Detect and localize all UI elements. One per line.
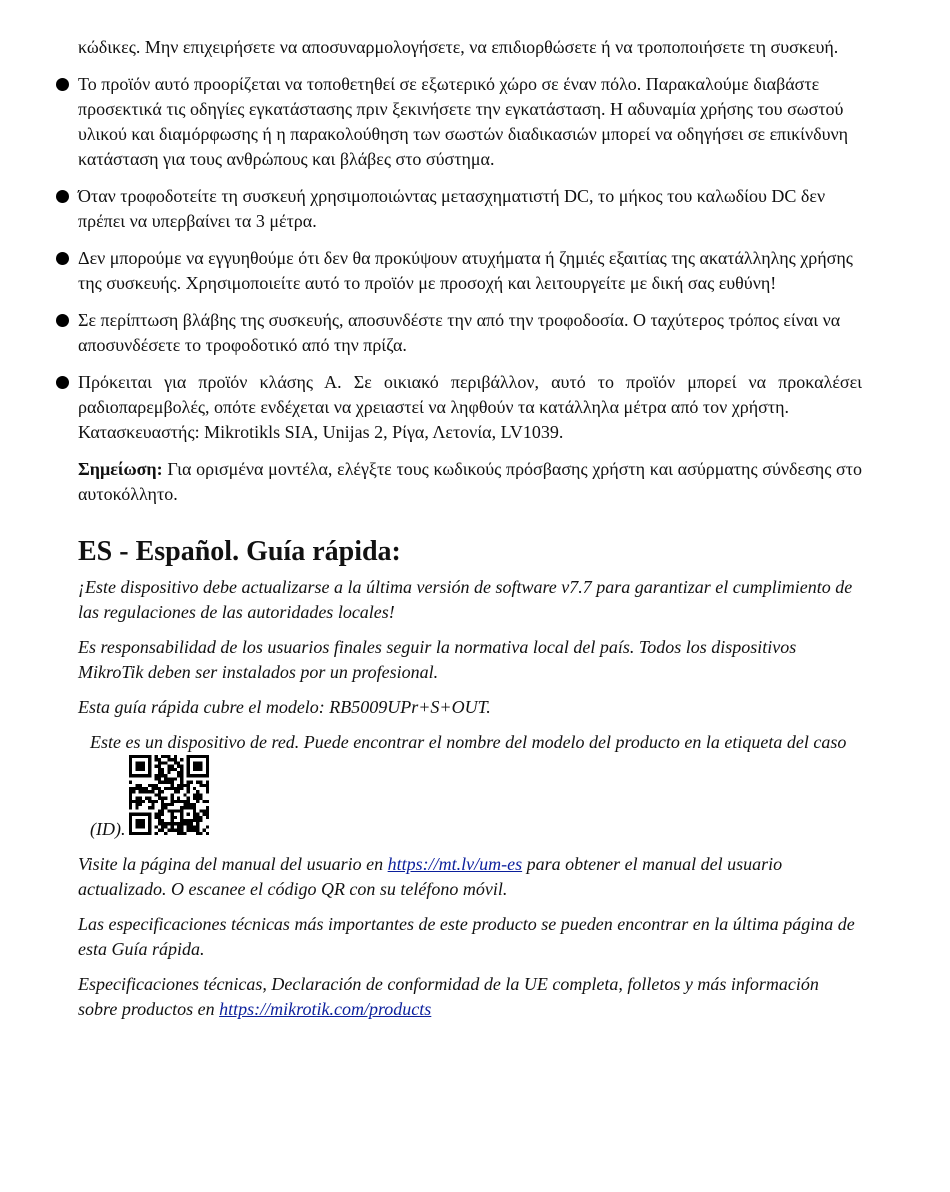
list-item xyxy=(78,184,862,234)
bullet-icon xyxy=(56,314,69,327)
bullet-icon xyxy=(56,78,69,91)
qr-code-icon[interactable] xyxy=(129,755,209,842)
list-item-text: Σε περίπτωση βλάβης της συσκευής, αποσυνδέστε την από την τροφοδοσία. Ο ταχύτερος τρόπος είναι να αποσυνδέσετε το τροφοδοτικό από την πρίζα. xyxy=(78,310,841,355)
document-page xyxy=(78,35,862,1032)
list-item xyxy=(78,246,862,296)
list-item xyxy=(78,370,862,445)
update-notice: ¡Este dispositivo debe actualizarse a la última versión de software v7.7 para garantizar el cumplimiento de las regulaciones de las autoridades locales! xyxy=(78,577,853,622)
device-label-paragraph xyxy=(78,730,862,842)
bullet-icon xyxy=(56,190,69,203)
manual-text-before: Visite la página del manual del usuario en xyxy=(78,854,388,874)
products-link[interactable]: https://mikrotik.com/products xyxy=(219,999,432,1019)
note-paragraph xyxy=(78,457,862,507)
bullet-icon xyxy=(56,376,69,389)
list-item xyxy=(78,308,862,358)
specs-paragraph: Las especificaciones técnicas más importantes de este producto se pueden encontrar en la última página de esta Guía rápida. xyxy=(78,914,855,959)
manual-link[interactable]: https://mt.lv/um-es xyxy=(387,854,523,874)
manufacturer-text: Κατασκευαστής: Mikrotikls SIA, Unijas 2, Ρίγα, Λετονία, LV1039. xyxy=(78,422,564,442)
products-paragraph xyxy=(78,972,862,1022)
greek-bullet-list xyxy=(78,72,862,445)
list-item-text: Όταν τροφοδοτείτε τη συσκευή χρησιμοποιώντας μετασχηματιστή DC, το μήκος του καλωδίου DC δεν πρέπει να υπερβαίνει τα 3 μέτρα. xyxy=(78,186,826,231)
greek-continuation: κώδικες. Μην επιχειρήσετε να αποσυναρμολογήσετε, να επιδιορθώσετε ή να τροποποιήσετε τη συσκευή. xyxy=(78,37,839,57)
products-text: Especificaciones técnicas, Declaración de conformidad de la UE completa, folletos y más información sobre productos en xyxy=(78,974,819,1019)
list-item-text: Το προϊόν αυτό προορίζεται να τοποθετηθεί σε εξωτερικό χώρο σε έναν πόλο. Παρακαλούμε διαβάστε προσεκτικά τις οδηγίες εγκατάστασης πριν ξεκινήσετε την εγκατάσταση. Η αδυναμία χρήσης του σωστού υλικού και διαμόρφωσης ή η παρακολούθηση των σωστών διαδικασιών μπορεί να οδηγήσει σε επικίνδυνη κατάσταση για τους ανθρώπους και βλάβες στο σύστημα. xyxy=(78,74,849,169)
list-item-text: Δεν μπορούμε να εγγυηθούμε ότι δεν θα προκύψουν ατυχήματα ή ζημιές εξαιτίας της ακατάλληλης χρήσης της συσκευής. Χρησιμοποιείτε αυτό το προϊόν με προσοχή και λειτουργείτε με δική σας ευθύνη! xyxy=(78,248,853,293)
note-text: Για ορισμένα μοντέλα, ελέγξτε τους κωδικούς πρόσβασης χρήστη και ασύρματης σύνδεσης στο αυτοκόλλητο. xyxy=(78,459,862,504)
responsibility-notice: Es responsabilidad de los usuarios finales seguir la normativa local del país. Todos los dispositivos MikroTik deben ser instalados por un profesional. xyxy=(78,637,797,682)
bullet-icon xyxy=(56,252,69,265)
manual-text-after: para obtener el manual del usuario actualizado. O escanee el código QR con su teléfono móvil. xyxy=(78,854,783,899)
model-notice: Esta guía rápida cubre el modelo: RB5009UPr+S+OUT. xyxy=(78,697,491,717)
device-label-text: Este es un dispositivo de red. Puede encontrar el nombre del modelo del producto en la etiqueta del caso (ID). xyxy=(90,732,847,839)
class-a-text: Πρόκειται για προϊόν κλάσης Α. Σε οικιακό περιβάλλον, αυτό το προϊόν μπορεί να προκαλέσει ραδιοπαρεμβολές, οπότε ενδέχεται να χρειαστεί να ληφθούν τα κατάλληλα μέτρα από τον χρήστη. xyxy=(78,372,862,417)
section-heading: ES - Español. Guía rápida: xyxy=(78,536,401,567)
note-label: Σημείωση: xyxy=(78,459,163,479)
manual-paragraph xyxy=(78,852,862,902)
list-item xyxy=(78,72,862,172)
